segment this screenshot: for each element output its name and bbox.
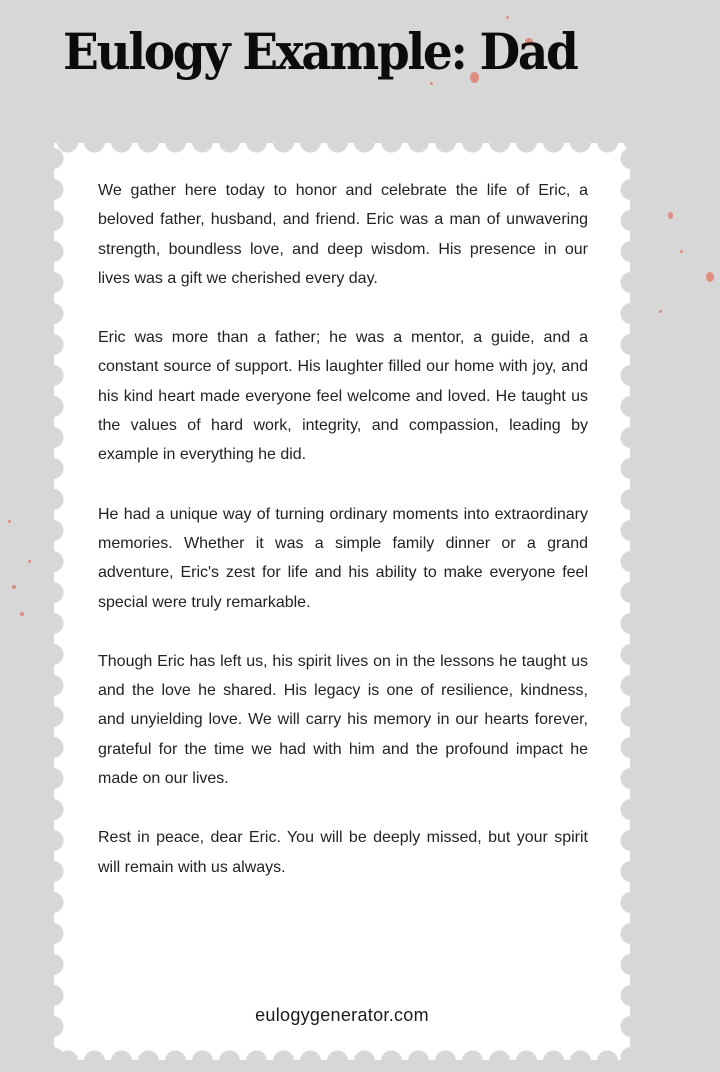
stamp-card <box>54 143 630 1060</box>
paragraph-memories: He had a unique way of turning ordinary moments into extraordinary memories. Whether it was a simple family dinner or a grand adventure, Eric's zest for life and his ability to make everyone feel special were truly remarkable. <box>98 505 588 611</box>
stamp-perforation-left <box>53 143 65 1060</box>
footer-site-link: eulogygenerator.com <box>255 1005 429 1025</box>
paragraph-closing: Rest in peace, dear Eric. You will be deeply missed, but your spirit will remain with us always. <box>98 829 588 876</box>
eulogy-text <box>98 176 588 912</box>
stamp-perforation-right <box>619 143 631 1060</box>
paragraph-opening: We gather here today to honor and celebrate the life of Eric, a beloved father, husband, and friend. Eric was a man of unwavering strength, boundless love, and deep wisdom. His presence in our lives was a gift we cherished every day. <box>98 182 588 287</box>
stamp-perforation-bottom <box>54 1049 630 1061</box>
page-title: Eulogy Example: Dad <box>63 22 577 81</box>
paragraph-legacy: Though Eric has left us, his spirit lives on in the lessons he taught us and the love he shared. His legacy is one of resilience, kindness, and unyielding love. We will carry his memory in our hearts forever, grateful for the time we had with him and the profound impact he made on our lives. <box>98 652 588 788</box>
stamp-perforation-top <box>54 142 630 154</box>
paragraph-mentor: Eric was more than a father; he was a mentor, a guide, and a constant source of support. His laughter filled our home with joy, and his kind heart made everyone feel welcome and loved. He taught us the values of hard work, integrity, and compassion, leading by example in everything he did. <box>98 329 588 464</box>
